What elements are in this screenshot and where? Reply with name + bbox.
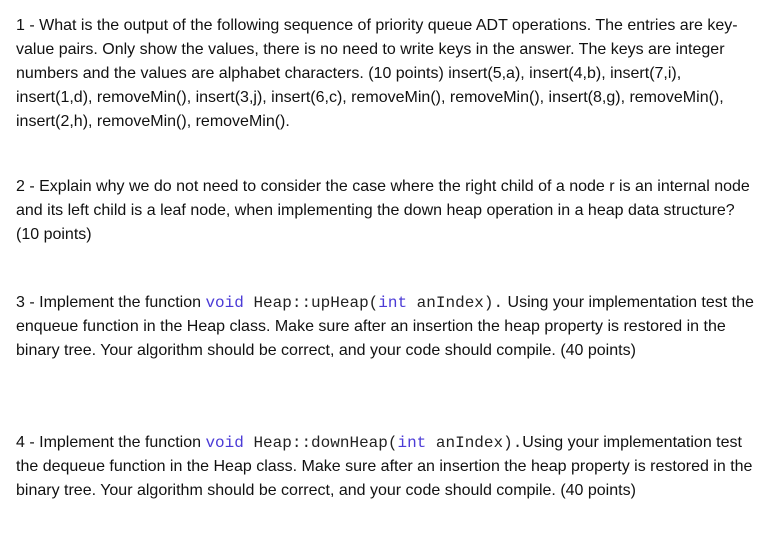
- question-4-suffix: Using your implementation test the dequeue function in the Heap class. Make sure after an insertion the heap property is restored in the binary tree. Your algorithm should be correct, and your code should compile. (40 points): [16, 434, 753, 499]
- question-3-prefix: 3 - Implement the function: [16, 294, 206, 311]
- signature-param: anIndex).: [426, 434, 523, 452]
- function-signature-upheap: [205, 294, 503, 312]
- question-1: [16, 14, 760, 134]
- keyword-int: int: [397, 434, 427, 452]
- keyword-int: int: [378, 294, 408, 312]
- keyword-void: void: [205, 294, 244, 312]
- keyword-void: void: [205, 434, 244, 452]
- question-2: [16, 175, 760, 247]
- question-4-prefix: 4 - Implement the function: [16, 434, 206, 451]
- question-3-suffix: Using your implementation test the enqueue function in the Heap class. Make sure after an insertion the heap property is restored in the binary tree. Your algorithm should be correct, and your code should compile. (40 points): [16, 294, 754, 359]
- question-2-text: 2 - Explain why we do not need to consider the case where the right child of a node r is an internal node and its left child is a leaf node, when implementing the down heap operation in a heap data structure? (10 points): [16, 178, 750, 243]
- question-1-text: 1 - What is the output of the following sequence of priority queue ADT operations. The entries are key-value pairs. Only show the values, there is no need to write keys in the answer. The keys are integer numbers and the values are alphabet characters. (10 points) insert(5,a), insert(4,b), insert(7,i), insert(1,d), removeMin(), insert(3,j), insert(6,c), removeMin(), removeMin(), insert(8,g), removeMin(), insert(2,h), removeMin(), removeMin().: [16, 17, 738, 130]
- signature-name: Heap::downHeap(: [243, 434, 398, 452]
- signature-param: anIndex).: [407, 294, 504, 312]
- question-3: [16, 291, 760, 363]
- question-4: [16, 431, 760, 503]
- function-signature-downheap: [205, 434, 522, 452]
- signature-name: Heap::upHeap(: [243, 294, 379, 312]
